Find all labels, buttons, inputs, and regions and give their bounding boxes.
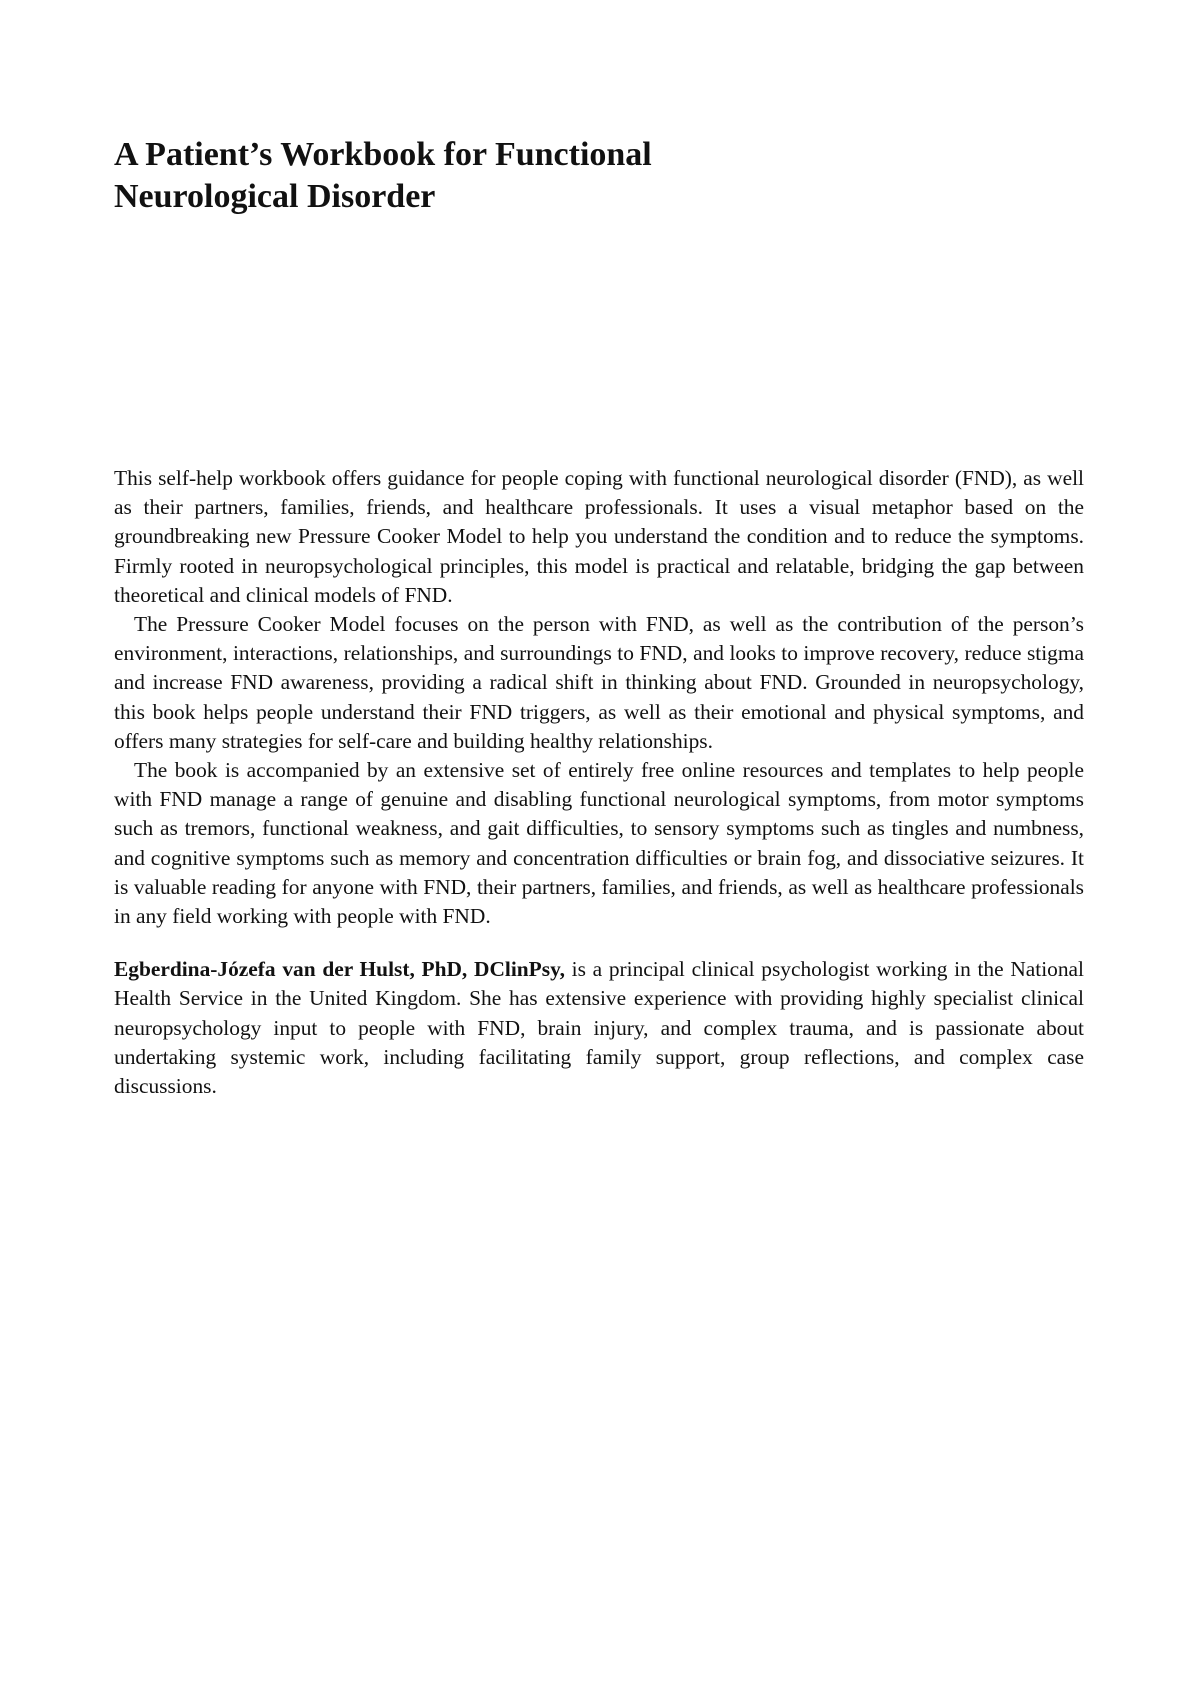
author-bio-text: is a principal clinical psychologist working in the National Health Service in the United Kingdom. She has extensive experience with providing highly specialist clinical neuropsychology input to people with FND, brain injury, and complex trauma, and is passionate about undertaking systemic work, including facilitating family support, group reflections, and complex case discussions. (114, 957, 1084, 1099)
description-paragraph-1: This self-help workbook offers guidance for people coping with functional neurological disorder (FND), as well as their partners, families, friends, and healthcare professionals. It uses a visual metaphor based on the groundbreaking new Pressure Cooker Model to help you understand the condition and to reduce the symptoms. Firmly rooted in neuropsychological principles, this model is practical and relatable, bridging the gap between theoretical and clinical models of FND. (114, 466, 1084, 607)
book-description (114, 464, 1084, 1101)
book-title-line-1: A Patient’s Workbook for Functional (114, 136, 652, 173)
book-title (114, 134, 814, 218)
author-bio (114, 955, 1084, 1101)
book-title-line-2: Neurological Disorder (114, 178, 436, 215)
description-paragraph-3: The book is accompanied by an extensive set of entirely free online resources and templates to help people with FND manage a range of genuine and disabling functional neurological symptoms, from motor symptoms such as tremors, functional weakness, and gait difficulties, to sensory symptoms such as tingles and numbness, and cognitive symptoms such as memory and concentration difficulties or brain fog, and dissociative seizures. It is valuable reading for anyone with FND, their partners, families, and friends, as well as healthcare professionals in any field working with people with FND. (114, 758, 1084, 929)
description-paragraph-2: The Pressure Cooker Model focuses on the person with FND, as well as the contribution of the person’s environment, interactions, relationships, and surroundings to FND, and looks to improve recovery, reduce stigma and increase FND awareness, providing a radical shift in thinking about FND. Grounded in neuropsychology, this book helps people understand their FND triggers, as well as their emotional and physical symptoms, and offers many strategies for self-care and building healthy relationships. (114, 612, 1084, 753)
author-name: Egberdina-Józefa van der Hulst, PhD, DClinPsy, (114, 957, 565, 982)
